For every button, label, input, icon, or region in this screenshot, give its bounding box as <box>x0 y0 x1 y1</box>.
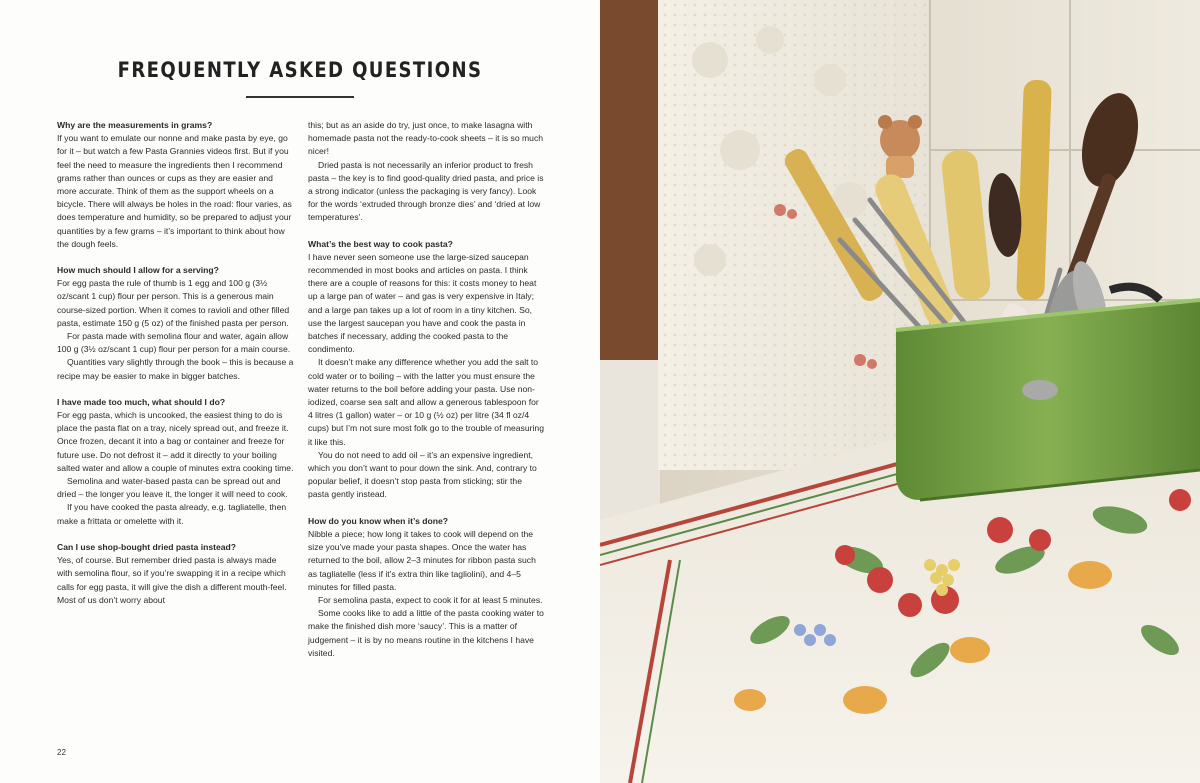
paragraph: Yes, of course. But remember dried pasta is always made with semolina flour, so if you’re swapping it in a recipe which calls for egg pasta, it will give the dish a different mouth-feel. Most of us don’t worry about <box>57 555 287 605</box>
paragraph: It doesn’t make any difference whether you add the salt to cold water or to boiling – with the latter you must ensure the water returns to the boil before adding your pasta. Use non-iodized, coarse sea salt and allow a generous tablespoon for 4 litres (1 gallon) water – or 10 g (½ oz) per litre (34 fl oz/4 cups) but I’m not sure most folk go to the trouble of measuring it like this. <box>308 357 544 447</box>
paragraph: For semolina pasta, expect to cook it for at least 5 minutes. <box>318 594 543 605</box>
paragraph: For egg pasta the rule of thumb is 1 egg and 100 g (3½ oz/scant 1 cup) flour per person. This is a generous main course-sized portion. When it comes to ravioli and other filled pasta, estimate 150 g (5 oz) of the finished pasta per person. <box>57 278 290 328</box>
text-column-left <box>57 119 294 607</box>
paragraph: For pasta made with semolina flour and water, again allow 100 g (3½ oz/scant 1 cup) flour per person for a main course. <box>57 331 291 355</box>
paragraph: Quantities vary slightly through the book – this is because a recipe may be easier to make in bigger batches. <box>57 357 294 381</box>
paragraph: Nibble a piece; how long it takes to cook will depend on the size you’ve made your pasta shapes. Once the water has returned to the boil, allow 2–3 minutes for ribbon pasta such as tagliatelle (less if it’s extra thin like tagliolini), and 4–5 minutes for filled pasta. <box>308 528 536 592</box>
question-heading: Why are the measurements in grams? <box>57 120 213 130</box>
paragraph: Semolina and water-based pasta can be spread out and dried – the longer you leave it, the longer it will need to cook. <box>57 476 288 500</box>
paragraph: Dried pasta is not necessarily an inferior product to fresh pasta – the key is to find good-quality dried pasta, and price is a strong indicator (unless the packaging is very fancy). Look for the words ‘extruded through bronze dies’ and ‘dried at low temperatures’. <box>308 159 544 223</box>
page-number: 22 <box>57 748 66 757</box>
question-heading: I have made too much, what should I do? <box>57 396 226 407</box>
paragraph: If you want to emulate our nonne and make pasta by eye, go for it – but watch a few Pasta Grannies videos first. But if you feel the need to measure the ingredients then I recommend grams rather than ounces or cups as they are easier and more accurate. Think of them as the support wheels on a bicycle. There will always be holes in the road: flour varies, as does temperature and humidity, so be prepared to adjust your quantities by a few grams – it’s important to think about how the dough feels. <box>57 133 292 249</box>
question-heading: How do you know when it’s done? <box>308 515 449 526</box>
paragraph: Some cooks like to add a little of the pasta cooking water to make the finished dish more ‘saucy’. This is a matter of judgement – it is by no means routine in the kitchens I have visited. <box>308 608 544 658</box>
paragraph: You do not need to add oil – it’s an expensive ingredient, which you don’t want to pour down the sink. And, contrary to popular belief, it doesn’t stop pasta from sticking; stir the pasta gently instead. <box>308 449 537 500</box>
question-heading: Can I use shop-bought dried pasta instead? <box>57 541 237 552</box>
paragraph: I have never seen someone use the large-sized saucepan recommended in most books and articles on pasta. I think there are a couple of reasons for this: it costs money to heat up a large pan of water – and gas is very expensive in Italy; and a large pan takes up a lot of room in a tiny kitchen. So, use the largest saucepan you have and cook the pasta in batches if necessary, adding the cooked pasta to the condimento. <box>308 251 537 355</box>
utensil-holder-illustration <box>600 0 1200 783</box>
paragraph: If you have cooked the pasta already, e.g. tagliatelle, then make a frittata or omelette with it. <box>57 502 287 526</box>
paragraph: this; but as an aside do try, just once, to make lasagna with homemade pasta not the ready-to-cook sheets – it is so much nicer! <box>308 120 544 157</box>
kitchen-photo <box>600 0 1200 783</box>
text-column-right <box>308 119 545 660</box>
title-rule <box>246 96 354 98</box>
page-title: FREQUENTLY ASKED QUESTIONS <box>117 58 483 82</box>
question-heading: What’s the best way to cook pasta? <box>308 238 453 249</box>
question-heading: How much should I allow for a serving? <box>57 265 219 276</box>
paragraph: For egg pasta, which is uncooked, the easiest thing to do is place the pasta flat on a tray, nicely spread out, and freeze it. Once frozen, decant it into a bag or container and freeze for future use. Do not defrost it – add it directly to your boiling salted water and allow a couple of minutes extra cooking time. <box>57 410 294 473</box>
